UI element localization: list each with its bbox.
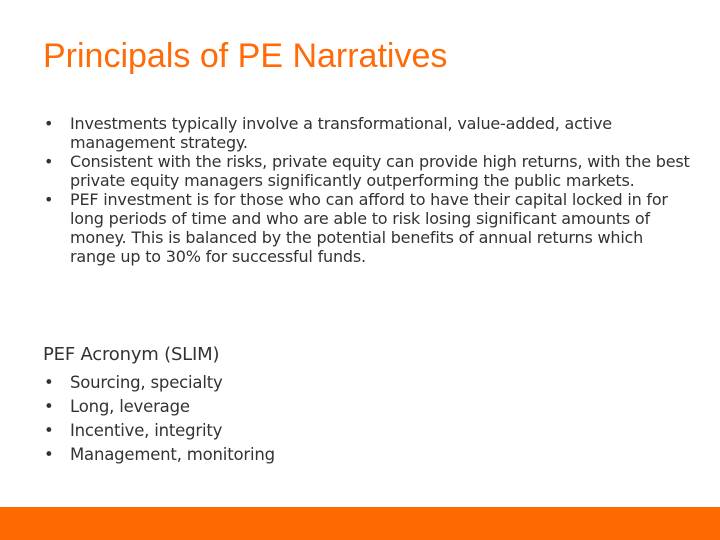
acronym-item: • Sourcing, specialty	[43, 371, 643, 395]
acronym-item: • Management, monitoring	[43, 443, 643, 467]
acronym-item: • Incentive, integrity	[43, 419, 643, 443]
slide-title: Principals of PE Narratives	[43, 37, 448, 75]
bullet-item: • Investments typically involve a transformational, value-added, active management strategy.	[43, 114, 693, 152]
acronym-heading: PEF Acronym (SLIM)	[43, 344, 220, 365]
footer-accent-bar	[0, 507, 720, 540]
acronym-item: • Long, leverage	[43, 395, 643, 419]
bullet-list	[43, 114, 693, 266]
bullet-item: • Consistent with the risks, private equity can provide high returns, with the best private equity managers significantly outperforming the public markets.	[43, 152, 693, 190]
bullet-item: • PEF investment is for those who can afford to have their capital locked in for long periods of time and who are able to risk losing significant amounts of money. This is balanced by the potential benefits of annual returns which range up to 30% for successful funds.	[43, 190, 693, 266]
acronym-list	[43, 371, 643, 467]
